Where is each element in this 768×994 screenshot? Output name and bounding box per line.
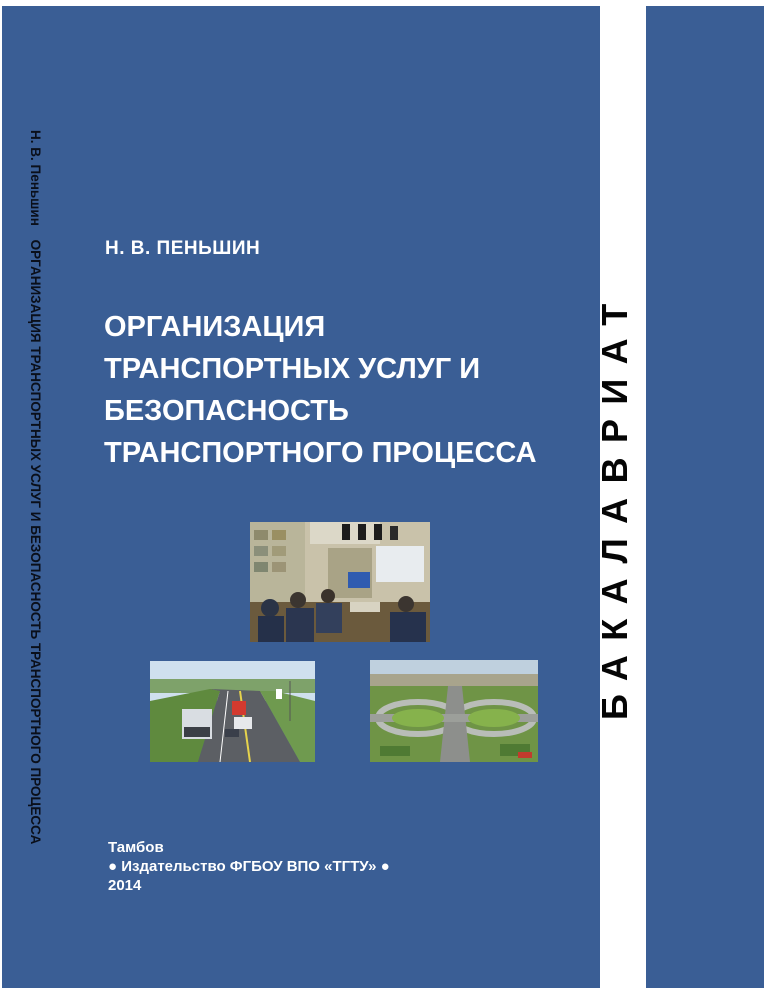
classroom-photo [250, 522, 430, 642]
publisher-city: Тамбов [108, 839, 164, 856]
publisher-year: 2014 [108, 877, 142, 894]
spine-text [24, 130, 46, 852]
interchange-photo [370, 660, 538, 762]
spine-title: ОРГАНИЗАЦИЯ ТРАНСПОРТНЫХ УСЛУГ И БЕЗОПАСНОСТЬ ТРАНСПОРТНОГО ПРОЦЕССА [28, 239, 43, 845]
publisher-name: ● Издательство ФГБОУ ВПО «ТГТУ» ● [108, 858, 390, 875]
book-title [104, 306, 584, 474]
title-line: ОРГАНИЗАЦИЯ [104, 311, 326, 343]
title-line: ТРАНСПОРТНОГО ПРОЦЕССА [104, 437, 537, 469]
title-line: БЕЗОПАСНОСТЬ [104, 395, 349, 427]
title-line: ТРАНСПОРТНЫХ УСЛУГ И [104, 353, 481, 385]
series-label: БАКАЛАВРИАТ [594, 289, 635, 720]
publisher-block [108, 838, 390, 895]
author-name: Н. В. ПЕНЬШИН [105, 238, 261, 259]
spine-author: Н. В. Пеньшин [28, 130, 43, 226]
highway-photo [150, 661, 315, 762]
series-strip [646, 6, 764, 988]
